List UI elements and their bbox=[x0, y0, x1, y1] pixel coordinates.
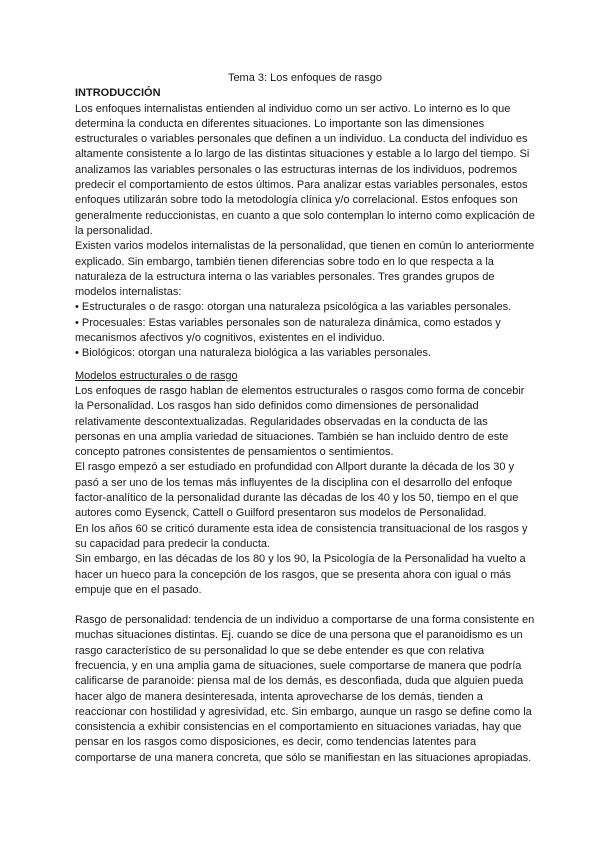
list-item: • Procesuales: Estas variables personales son de naturaleza dinámica, como estados y mecanismos afectivos y/o cognitivos, existentes en el individuo. bbox=[75, 316, 535, 347]
structural-paragraph: Los enfoques de rasgo hablan de elementos estructurales o rasgos como forma de concebir la Personalidad. Los rasgos han sido definidos como dimensiones de personalidad relativamente descontextualizadas. Regularidades observadas en la conducta de las personas en una amplia variedad de situaciones. También se han incluido dentro de este concepto patrones consistentes de pensamientos o sentimientos. bbox=[75, 384, 525, 459]
document-body bbox=[75, 71, 535, 766]
list-item: • Estructurales o de rasgo: otorgan una naturaleza psicológica a las variables personales. bbox=[75, 300, 535, 315]
trait-definition-paragraph: Rasgo de personalidad: tendencia de un individuo a comportarse de una forma consistente en muchas situaciones distintas. Ej. cuando se dice de una persona que el paranoidismo es un rasgo característico de su personalidad lo que se debe entender es que con relativa frecuencia, y en una amplia gama de situaciones, suele comportarse de manera que podría calificarse de paranoide: piensa mal de los demás, es desconfiada, duda que alguien pueda hacer algo de manera desinteresada, intenta aprovecharse de los demás, tienden a reaccionar con hostilidad y agresividad, etc. Sin embargo, aunque un rasgo se define como la consistencia a exhibir consistencias en el comportamiento en situaciones variadas, hay que pensar en los rasgos como disposiciones, es decir, como tendencias latentes para comportarse de una manera concreta, que sólo se manifiestan en las situaciones apropiadas. bbox=[75, 614, 535, 764]
structural-paragraph: El rasgo empezó a ser estudiado en profundidad con Allport durante la década de los 30 y pasó a ser uno de los temas más influyentes de la disciplina con el desarrollo del enfoque factor-analítico de la personalidad durante las décadas de los 40 y los 50, tiempo en el que autores como Eysenck, Cattell o Guilford presentaron sus modelos de Personalidad. bbox=[75, 461, 519, 520]
intro-heading: INTRODUCCIÓN bbox=[75, 87, 161, 100]
structural-paragraph: En los años 60 se criticó duramente esta idea de consistencia transituacional de los rasgos y su capacidad para predecir la conducta. bbox=[75, 522, 528, 550]
intro-paragraph: Los enfoques internalistas entienden al individuo como un ser activo. Lo interno es lo que determina la conducta en diferentes situaciones. Lo importante son las dimensiones estructurales o variables personales que definen a un individuo. La conducta del individuo es altamente consistente a lo largo de las distintas situaciones y estable a lo largo del tiempo. Si analizamos las variables personales o las estructuras internas de los individuos, podremos predecir el comportamiento de estos últimos. Para analizar estas variables personales, estos enfoques utilizarán sobre todo la metodología clínica y/o correlacional. Estos enfoques son generalmente reduccionistas, en cuanto a que solo contemplan lo interno como explicación de la personalidad. bbox=[75, 102, 535, 237]
intro-paragraph: Existen varios modelos internalistas de la personalidad, que tienen en común lo anteriormente explicado. Sin embargo, también tienen diferencias sobre todo en lo que respecta a la naturaleza de la estructura interna o las variables personales. Tres grandes grupos de modelos internalistas: bbox=[75, 240, 535, 299]
model-groups-list bbox=[75, 300, 535, 361]
structural-paragraph: Sin embargo, en las décadas de los 80 y los 90, la Psicología de la Personalidad ha vuelto a hacer un hueco para la concepción de los rasgos, que se presenta ahora con igual o más empuje que en el pasado. bbox=[75, 553, 526, 596]
document-title: Tema 3: Los enfoques de rasgo bbox=[227, 72, 383, 84]
list-item: • Biológicos: otorgan una naturaleza biológica a las variables personales. bbox=[75, 346, 535, 361]
paragraph-spacer bbox=[75, 598, 535, 613]
section-heading-structural: Modelos estructurales o de rasgo bbox=[75, 369, 238, 382]
